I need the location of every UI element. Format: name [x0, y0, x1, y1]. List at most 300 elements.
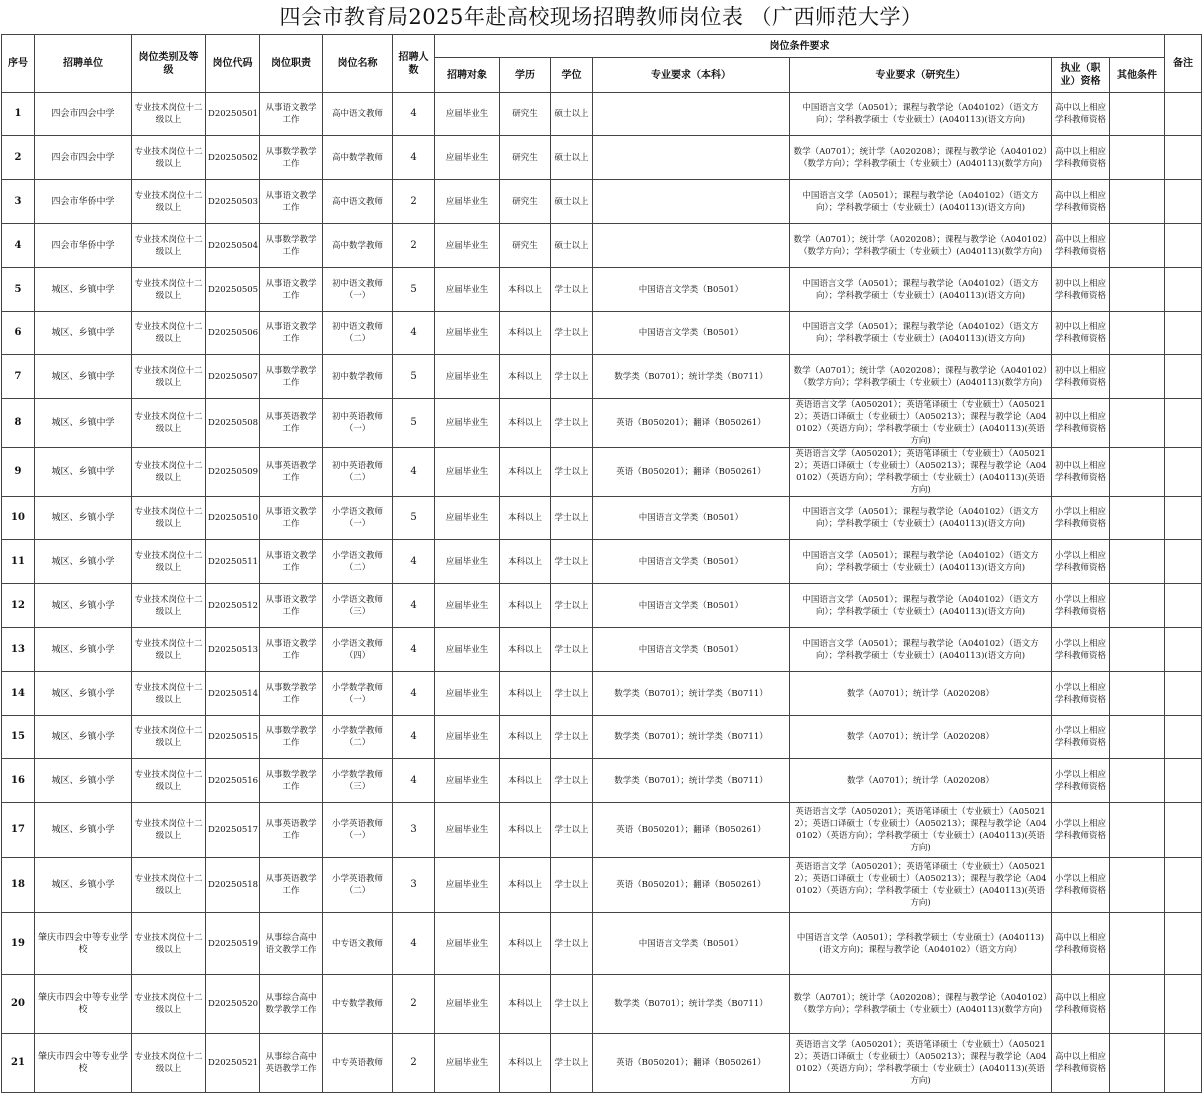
cell-major-graduate: 中国语言文学（A0501）；课程与教学论（A040102）（语文方向）；学科教学硕士（专业硕士）(A040113)(语文方向) — [790, 93, 1052, 136]
header-other: 其他条件 — [1110, 58, 1165, 93]
cell-qualification: 高中以上相应学科教师资格 — [1052, 975, 1110, 1034]
cell-target: 应届毕业生 — [435, 858, 500, 913]
table-row — [2, 180, 1202, 224]
cell-seq: 14 — [2, 672, 35, 716]
cell-code: D20250512 — [206, 584, 260, 628]
cell-other — [1110, 759, 1165, 803]
table-row — [2, 540, 1202, 584]
cell-major-graduate: 英语语言文学（A050201）；英语笔译硕士（专业硕士）（A050212）；英语口译硕士（专业硕士）（A050213）；课程与教学论（A040102）（英语方向）；学科教学硕士（专业硕士）(A040113)(英语方向) — [790, 858, 1052, 913]
cell-category: 专业技术岗位十二级以上 — [132, 312, 206, 355]
cell-target: 应届毕业生 — [435, 268, 500, 312]
cell-count: 4 — [393, 913, 435, 975]
cell-education: 本科以上 — [500, 448, 551, 497]
cell-duty: 从事语文教学工作 — [260, 312, 323, 355]
cell-unit: 城区、乡镇中学 — [35, 312, 132, 355]
cell-remark — [1165, 803, 1202, 858]
cell-major-graduate: 数学（A0701）；统计学（A020208）；课程与教学论（A040102）（数学方向）；学科教学硕士（专业硕士）(A040113)(数学方向) — [790, 975, 1052, 1034]
cell-qualification: 初中以上相应学科教师资格 — [1052, 448, 1110, 497]
cell-target: 应届毕业生 — [435, 584, 500, 628]
cell-unit: 城区、乡镇小学 — [35, 716, 132, 759]
cell-unit: 城区、乡镇小学 — [35, 858, 132, 913]
cell-category: 专业技术岗位十二级以上 — [132, 540, 206, 584]
cell-other — [1110, 540, 1165, 584]
cell-seq: 18 — [2, 858, 35, 913]
cell-name: 初中语文教师（二） — [323, 312, 393, 355]
cell-major-graduate: 中国语言文学（A0501）；课程与教学论（A040102）（语文方向）；学科教学硕士（专业硕士）(A040113)(语文方向) — [790, 180, 1052, 224]
table-row — [2, 716, 1202, 759]
cell-target: 应届毕业生 — [435, 759, 500, 803]
header-count: 招聘人数 — [393, 35, 435, 93]
cell-count: 5 — [393, 399, 435, 448]
cell-target: 应届毕业生 — [435, 399, 500, 448]
table-row — [2, 268, 1202, 312]
cell-duty: 从事数学教学工作 — [260, 136, 323, 180]
cell-target: 应届毕业生 — [435, 672, 500, 716]
table-row — [2, 497, 1202, 540]
cell-code: D20250507 — [206, 355, 260, 399]
table-row — [2, 399, 1202, 448]
cell-major-graduate: 中国语言文学（A0501）；学科教学硕士（专业硕士）(A040113)(语文方向)；课程与教学论（A040102）（语文方向） — [790, 913, 1052, 975]
cell-code: D20250511 — [206, 540, 260, 584]
cell-major-bachelor — [593, 224, 790, 268]
cell-name: 中专数学教师 — [323, 975, 393, 1034]
cell-name: 初中英语教师（一） — [323, 399, 393, 448]
cell-major-bachelor — [593, 136, 790, 180]
cell-major-bachelor: 英语（B050201）；翻译（B050261） — [593, 858, 790, 913]
cell-remark — [1165, 448, 1202, 497]
cell-major-bachelor: 数学类（B0701）；统计学类（B0711） — [593, 355, 790, 399]
table-row — [2, 913, 1202, 975]
table-row — [2, 672, 1202, 716]
cell-other — [1110, 628, 1165, 672]
cell-major-graduate: 英语语言文学（A050201）；英语笔译硕士（专业硕士）（A050212）；英语口译硕士（专业硕士）（A050213）；课程与教学论（A040102）（英语方向）；学科教学硕士（专业硕士）(A040113)(英语方向) — [790, 399, 1052, 448]
cell-qualification: 高中以上相应学科教师资格 — [1052, 913, 1110, 975]
cell-category: 专业技术岗位十二级以上 — [132, 497, 206, 540]
header-conditions: 岗位条件要求 — [435, 35, 1165, 58]
cell-education: 本科以上 — [500, 584, 551, 628]
header-major-graduate: 专业要求（研究生） — [790, 58, 1052, 93]
cell-category: 专业技术岗位十二级以上 — [132, 803, 206, 858]
page-title: 四会市教育局2025年赴高校现场招聘教师岗位表 （广西师范大学） — [279, 5, 923, 29]
cell-code: D20250510 — [206, 497, 260, 540]
cell-duty: 从事数学教学工作 — [260, 716, 323, 759]
cell-education: 本科以上 — [500, 672, 551, 716]
cell-qualification: 高中以上相应学科教师资格 — [1052, 180, 1110, 224]
cell-qualification: 高中以上相应学科教师资格 — [1052, 93, 1110, 136]
cell-target: 应届毕业生 — [435, 497, 500, 540]
cell-count: 5 — [393, 268, 435, 312]
cell-remark — [1165, 858, 1202, 913]
cell-name: 小学语文教师（四） — [323, 628, 393, 672]
cell-unit: 四会市华侨中学 — [35, 180, 132, 224]
cell-seq: 19 — [2, 913, 35, 975]
cell-major-bachelor: 数学类（B0701）；统计学类（B0711） — [593, 716, 790, 759]
cell-remark — [1165, 716, 1202, 759]
cell-name: 中专英语教师 — [323, 1034, 393, 1093]
cell-code: D20250505 — [206, 268, 260, 312]
cell-duty: 从事英语教学工作 — [260, 448, 323, 497]
cell-remark — [1165, 497, 1202, 540]
cell-qualification: 小学以上相应学科教师资格 — [1052, 803, 1110, 858]
header-remark: 备注 — [1165, 35, 1202, 93]
cell-code: D20250513 — [206, 628, 260, 672]
cell-major-graduate: 中国语言文学（A0501）；课程与教学论（A040102）（语文方向）；学科教学硕士（专业硕士）(A040113)(语文方向) — [790, 584, 1052, 628]
cell-code: D20250504 — [206, 224, 260, 268]
cell-duty: 从事英语教学工作 — [260, 399, 323, 448]
cell-remark — [1165, 312, 1202, 355]
cell-major-bachelor: 中国语言文学类（B0501） — [593, 584, 790, 628]
cell-qualification: 初中以上相应学科教师资格 — [1052, 399, 1110, 448]
cell-remark — [1165, 224, 1202, 268]
cell-unit: 城区、乡镇小学 — [35, 759, 132, 803]
cell-category: 专业技术岗位十二级以上 — [132, 399, 206, 448]
cell-category: 专业技术岗位十二级以上 — [132, 672, 206, 716]
cell-name: 中专语文教师 — [323, 913, 393, 975]
cell-education: 研究生 — [500, 136, 551, 180]
cell-degree: 学士以上 — [551, 858, 593, 913]
cell-unit: 城区、乡镇小学 — [35, 584, 132, 628]
cell-degree: 学士以上 — [551, 540, 593, 584]
cell-category: 专业技术岗位十二级以上 — [132, 1034, 206, 1093]
cell-degree: 硕士以上 — [551, 180, 593, 224]
cell-degree: 学士以上 — [551, 975, 593, 1034]
cell-unit: 城区、乡镇中学 — [35, 448, 132, 497]
cell-degree: 学士以上 — [551, 716, 593, 759]
header-name: 岗位名称 — [323, 35, 393, 93]
header-duty: 岗位职责 — [260, 35, 323, 93]
cell-count: 4 — [393, 448, 435, 497]
cell-degree: 硕士以上 — [551, 224, 593, 268]
cell-degree: 学士以上 — [551, 584, 593, 628]
recruitment-table — [1, 34, 1202, 1093]
cell-qualification: 小学以上相应学科教师资格 — [1052, 497, 1110, 540]
cell-code: D20250519 — [206, 913, 260, 975]
cell-other — [1110, 716, 1165, 759]
cell-name: 小学英语教师（一） — [323, 803, 393, 858]
cell-major-bachelor — [593, 180, 790, 224]
cell-name: 高中语文教师 — [323, 93, 393, 136]
cell-target: 应届毕业生 — [435, 716, 500, 759]
cell-degree: 学士以上 — [551, 628, 593, 672]
cell-code: D20250508 — [206, 399, 260, 448]
cell-education: 研究生 — [500, 180, 551, 224]
cell-code: D20250520 — [206, 975, 260, 1034]
cell-duty: 从事综合高中语文教学工作 — [260, 913, 323, 975]
cell-degree: 学士以上 — [551, 448, 593, 497]
cell-name: 高中数学教师 — [323, 136, 393, 180]
cell-unit: 城区、乡镇小学 — [35, 540, 132, 584]
cell-count: 4 — [393, 759, 435, 803]
cell-other — [1110, 1034, 1165, 1093]
cell-duty: 从事综合高中英语教学工作 — [260, 1034, 323, 1093]
cell-other — [1110, 399, 1165, 448]
cell-major-bachelor — [593, 93, 790, 136]
cell-major-graduate: 数学（A0701）；统计学（A020208） — [790, 759, 1052, 803]
cell-seq: 15 — [2, 716, 35, 759]
cell-category: 专业技术岗位十二级以上 — [132, 448, 206, 497]
cell-other — [1110, 355, 1165, 399]
cell-code: D20250521 — [206, 1034, 260, 1093]
cell-category: 专业技术岗位十二级以上 — [132, 268, 206, 312]
cell-unit: 城区、乡镇中学 — [35, 268, 132, 312]
table-row — [2, 759, 1202, 803]
cell-seq: 8 — [2, 399, 35, 448]
cell-code: D20250506 — [206, 312, 260, 355]
cell-code: D20250515 — [206, 716, 260, 759]
cell-target: 应届毕业生 — [435, 136, 500, 180]
cell-major-bachelor: 中国语言文学类（B0501） — [593, 268, 790, 312]
cell-qualification: 小学以上相应学科教师资格 — [1052, 858, 1110, 913]
cell-major-graduate: 英语语言文学（A050201）；英语笔译硕士（专业硕士）（A050212）；英语口译硕士（专业硕士）（A050213）；课程与教学论（A040102）（英语方向）；学科教学硕士（专业硕士）(A040113)(英语方向) — [790, 448, 1052, 497]
cell-seq: 11 — [2, 540, 35, 584]
cell-education: 本科以上 — [500, 716, 551, 759]
header-degree: 学位 — [551, 58, 593, 93]
table-row — [2, 975, 1202, 1034]
cell-other — [1110, 448, 1165, 497]
cell-major-graduate: 数学（A0701）；统计学（A020208） — [790, 672, 1052, 716]
cell-unit: 城区、乡镇小学 — [35, 803, 132, 858]
table-row — [2, 1034, 1202, 1093]
cell-target: 应届毕业生 — [435, 312, 500, 355]
cell-qualification: 高中以上相应学科教师资格 — [1052, 1034, 1110, 1093]
cell-category: 专业技术岗位十二级以上 — [132, 858, 206, 913]
cell-name: 小学语文教师（一） — [323, 497, 393, 540]
cell-degree: 硕士以上 — [551, 93, 593, 136]
cell-category: 专业技术岗位十二级以上 — [132, 355, 206, 399]
cell-degree: 学士以上 — [551, 399, 593, 448]
table-row — [2, 628, 1202, 672]
cell-education: 本科以上 — [500, 399, 551, 448]
cell-major-bachelor: 数学类（B0701）；统计学类（B0711） — [593, 672, 790, 716]
cell-category: 专业技术岗位十二级以上 — [132, 224, 206, 268]
cell-qualification: 小学以上相应学科教师资格 — [1052, 672, 1110, 716]
header-seq: 序号 — [2, 35, 35, 93]
cell-seq: 3 — [2, 180, 35, 224]
cell-remark — [1165, 759, 1202, 803]
cell-category: 专业技术岗位十二级以上 — [132, 180, 206, 224]
cell-name: 初中英语教师（二） — [323, 448, 393, 497]
table-body — [2, 93, 1202, 1093]
table-row — [2, 584, 1202, 628]
cell-count: 4 — [393, 584, 435, 628]
cell-education: 本科以上 — [500, 540, 551, 584]
cell-major-graduate: 中国语言文学（A0501）；课程与教学论（A040102）（语文方向）；学科教学硕士（专业硕士）(A040113)(语文方向) — [790, 268, 1052, 312]
cell-code: D20250517 — [206, 803, 260, 858]
cell-degree: 学士以上 — [551, 759, 593, 803]
cell-degree: 硕士以上 — [551, 136, 593, 180]
cell-major-bachelor: 英语（B050201）；翻译（B050261） — [593, 803, 790, 858]
cell-seq: 13 — [2, 628, 35, 672]
cell-degree: 学士以上 — [551, 913, 593, 975]
cell-name: 小学数学教师（一） — [323, 672, 393, 716]
cell-other — [1110, 268, 1165, 312]
cell-target: 应届毕业生 — [435, 180, 500, 224]
cell-name: 小学数学教师（三） — [323, 759, 393, 803]
cell-name: 高中语文教师 — [323, 180, 393, 224]
cell-target: 应届毕业生 — [435, 803, 500, 858]
cell-code: D20250501 — [206, 93, 260, 136]
table-row — [2, 803, 1202, 858]
cell-education: 研究生 — [500, 224, 551, 268]
cell-qualification: 初中以上相应学科教师资格 — [1052, 268, 1110, 312]
cell-target: 应届毕业生 — [435, 355, 500, 399]
cell-seq: 5 — [2, 268, 35, 312]
cell-degree: 学士以上 — [551, 268, 593, 312]
cell-other — [1110, 913, 1165, 975]
cell-major-graduate: 中国语言文学（A0501）；课程与教学论（A040102）（语文方向）；学科教学硕士（专业硕士）(A040113)(语文方向) — [790, 497, 1052, 540]
cell-code: D20250503 — [206, 180, 260, 224]
cell-target: 应届毕业生 — [435, 540, 500, 584]
cell-degree: 学士以上 — [551, 312, 593, 355]
cell-unit: 城区、乡镇小学 — [35, 628, 132, 672]
cell-count: 5 — [393, 497, 435, 540]
cell-qualification: 小学以上相应学科教师资格 — [1052, 540, 1110, 584]
cell-seq: 20 — [2, 975, 35, 1034]
cell-unit: 四会市四会中学 — [35, 136, 132, 180]
header-education: 学历 — [500, 58, 551, 93]
cell-unit: 四会市华侨中学 — [35, 224, 132, 268]
cell-count: 4 — [393, 136, 435, 180]
cell-major-bachelor: 英语（B050201）；翻译（B050261） — [593, 448, 790, 497]
header-major-bachelor: 专业要求（本科） — [593, 58, 790, 93]
header-category: 岗位类别及等级 — [132, 35, 206, 93]
cell-unit: 肇庆市四会中等专业学校 — [35, 1034, 132, 1093]
cell-code: D20250502 — [206, 136, 260, 180]
cell-other — [1110, 672, 1165, 716]
table-row — [2, 224, 1202, 268]
cell-major-graduate: 数学（A0701）；统计学（A020208）；课程与教学论（A040102）（数学方向）；学科教学硕士（专业硕士）(A040113)(数学方向) — [790, 224, 1052, 268]
table-row — [2, 858, 1202, 913]
cell-count: 2 — [393, 224, 435, 268]
cell-target: 应届毕业生 — [435, 93, 500, 136]
cell-qualification: 初中以上相应学科教师资格 — [1052, 312, 1110, 355]
cell-count: 3 — [393, 803, 435, 858]
cell-major-graduate: 数学（A0701）；统计学（A020208）；课程与教学论（A040102）（数学方向）；学科教学硕士（专业硕士）(A040113)(数学方向) — [790, 355, 1052, 399]
cell-education: 本科以上 — [500, 803, 551, 858]
cell-category: 专业技术岗位十二级以上 — [132, 628, 206, 672]
cell-other — [1110, 584, 1165, 628]
cell-name: 小学数学教师（二） — [323, 716, 393, 759]
cell-major-graduate: 英语语言文学（A050201）；英语笔译硕士（专业硕士）（A050212）；英语口译硕士（专业硕士）（A050213）；课程与教学论（A040102）（英语方向）；学科教学硕士（专业硕士）(A040113)(英语方向) — [790, 803, 1052, 858]
cell-target: 应届毕业生 — [435, 975, 500, 1034]
cell-seq: 2 — [2, 136, 35, 180]
cell-name: 高中数学教师 — [323, 224, 393, 268]
cell-remark — [1165, 399, 1202, 448]
table-row — [2, 312, 1202, 355]
table-row — [2, 136, 1202, 180]
cell-seq: 9 — [2, 448, 35, 497]
cell-name: 初中语文教师（一） — [323, 268, 393, 312]
cell-major-graduate: 中国语言文学（A0501）；课程与教学论（A040102）（语文方向）；学科教学硕士（专业硕士）(A040113)(语文方向) — [790, 312, 1052, 355]
cell-name: 小学语文教师（二） — [323, 540, 393, 584]
cell-category: 专业技术岗位十二级以上 — [132, 716, 206, 759]
cell-remark — [1165, 180, 1202, 224]
cell-duty: 从事英语教学工作 — [260, 858, 323, 913]
cell-category: 专业技术岗位十二级以上 — [132, 136, 206, 180]
cell-seq: 12 — [2, 584, 35, 628]
cell-remark — [1165, 584, 1202, 628]
cell-remark — [1165, 672, 1202, 716]
cell-unit: 城区、乡镇中学 — [35, 399, 132, 448]
cell-count: 5 — [393, 355, 435, 399]
cell-count: 2 — [393, 1034, 435, 1093]
table-row — [2, 93, 1202, 136]
cell-category: 专业技术岗位十二级以上 — [132, 93, 206, 136]
header-unit: 招聘单位 — [35, 35, 132, 93]
cell-education: 本科以上 — [500, 312, 551, 355]
cell-remark — [1165, 268, 1202, 312]
cell-seq: 17 — [2, 803, 35, 858]
cell-education: 本科以上 — [500, 1034, 551, 1093]
cell-other — [1110, 312, 1165, 355]
cell-category: 专业技术岗位十二级以上 — [132, 584, 206, 628]
cell-unit: 城区、乡镇中学 — [35, 355, 132, 399]
cell-code: D20250518 — [206, 858, 260, 913]
cell-remark — [1165, 540, 1202, 584]
cell-count: 3 — [393, 858, 435, 913]
cell-seq: 21 — [2, 1034, 35, 1093]
cell-duty: 从事数学教学工作 — [260, 224, 323, 268]
cell-seq: 4 — [2, 224, 35, 268]
cell-count: 4 — [393, 672, 435, 716]
cell-duty: 从事综合高中数学教学工作 — [260, 975, 323, 1034]
cell-major-bachelor: 中国语言文学类（B0501） — [593, 540, 790, 584]
cell-seq: 16 — [2, 759, 35, 803]
cell-count: 4 — [393, 93, 435, 136]
cell-degree: 学士以上 — [551, 672, 593, 716]
cell-remark — [1165, 628, 1202, 672]
cell-category: 专业技术岗位十二级以上 — [132, 975, 206, 1034]
cell-category: 专业技术岗位十二级以上 — [132, 913, 206, 975]
cell-code: D20250516 — [206, 759, 260, 803]
cell-name: 小学英语教师（二） — [323, 858, 393, 913]
cell-unit: 四会市四会中学 — [35, 93, 132, 136]
cell-qualification: 高中以上相应学科教师资格 — [1052, 136, 1110, 180]
header-code: 岗位代码 — [206, 35, 260, 93]
cell-qualification: 高中以上相应学科教师资格 — [1052, 224, 1110, 268]
cell-count: 2 — [393, 180, 435, 224]
cell-count: 4 — [393, 628, 435, 672]
cell-education: 本科以上 — [500, 355, 551, 399]
cell-duty: 从事语文教学工作 — [260, 628, 323, 672]
cell-remark — [1165, 93, 1202, 136]
cell-other — [1110, 224, 1165, 268]
cell-qualification: 小学以上相应学科教师资格 — [1052, 628, 1110, 672]
cell-education: 研究生 — [500, 93, 551, 136]
cell-major-bachelor: 中国语言文学类（B0501） — [593, 497, 790, 540]
cell-major-bachelor: 数学类（B0701）；统计学类（B0711） — [593, 975, 790, 1034]
cell-degree: 学士以上 — [551, 803, 593, 858]
cell-other — [1110, 858, 1165, 913]
cell-duty: 从事数学教学工作 — [260, 759, 323, 803]
cell-major-graduate: 数学（A0701）；统计学（A020208）；课程与教学论（A040102）（数学方向）；学科教学硕士（专业硕士）(A040113)(数学方向) — [790, 136, 1052, 180]
header-qualification: 执业（职业）资格 — [1052, 58, 1110, 93]
cell-seq: 6 — [2, 312, 35, 355]
cell-qualification: 小学以上相应学科教师资格 — [1052, 716, 1110, 759]
cell-degree: 学士以上 — [551, 497, 593, 540]
cell-major-bachelor: 中国语言文学类（B0501） — [593, 628, 790, 672]
cell-code: D20250509 — [206, 448, 260, 497]
cell-unit: 城区、乡镇小学 — [35, 497, 132, 540]
cell-seq: 1 — [2, 93, 35, 136]
cell-duty: 从事英语教学工作 — [260, 803, 323, 858]
cell-education: 本科以上 — [500, 268, 551, 312]
cell-major-graduate: 英语语言文学（A050201）；英语笔译硕士（专业硕士）（A050212）；英语口译硕士（专业硕士）（A050213）；课程与教学论（A040102）（英语方向）；学科教学硕士（专业硕士）(A040113)(英语方向) — [790, 1034, 1052, 1093]
cell-remark — [1165, 1034, 1202, 1093]
cell-qualification: 初中以上相应学科教师资格 — [1052, 355, 1110, 399]
cell-education: 本科以上 — [500, 975, 551, 1034]
cell-other — [1110, 93, 1165, 136]
